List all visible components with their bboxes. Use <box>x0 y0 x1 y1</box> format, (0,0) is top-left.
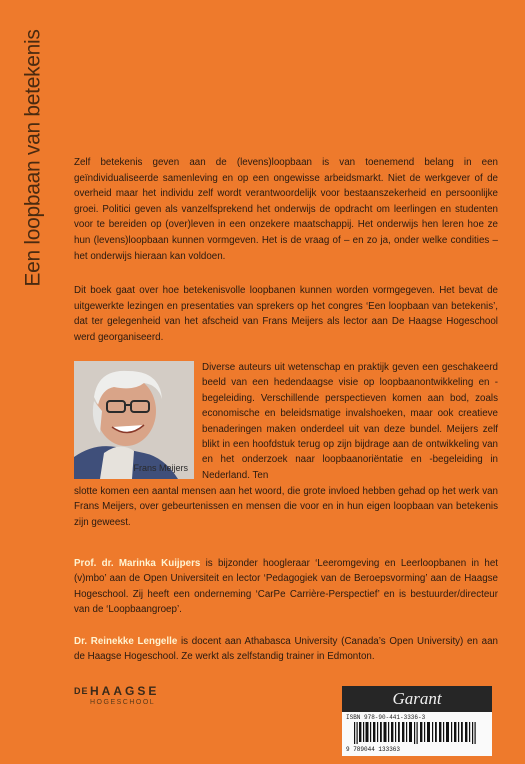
contributors-paragraph-continued: slotte komen een aantal mensen aan het woord, die grote invloed hebben gehad op het werk van Frans Meijers, over gebeurtenissen en mensen die voor en in hun eigen loopbaan van betekenis zijn geweest. <box>74 486 498 528</box>
barcode-number: 9 789044 133363 <box>346 746 401 753</box>
logo-hogeschool-text: HOGESCHOOL <box>90 699 156 706</box>
publisher-name: Garant <box>392 689 442 708</box>
intro-paragraph: Zelf betekenis geven aan de (levens)loopbaan is van toenemend belang in een geïndividualiseerde samenleving en op een ongewisse arbeidsmarkt. Niet de werkgever of de overheid maar het individu zelf wordt verantwoordelijk voor bestaanszekerheid en persoonlijke groei. Politici geven als vanzelfsprekend het onderwijs de opdracht om leerlingen en studenten voor te bereiden op (over)leven in een onzekere maatschappij. Het onderwijs hen leren hoe ze hun (levens)loopbaan kunnen vormgeven. Het is de vraag of – en zo ja, onder welke condities – het onderwijs hieraan kan voldoen. <box>74 157 498 262</box>
vertical-book-title <box>21 29 47 287</box>
logo-de-text: DE <box>74 686 89 696</box>
author-bio-text: is docent aan Athabasca University (Canada’s Open University) en aan de Haagse Hogeschool. Ze werkt als zelfstandig trainer in Edmonton. <box>74 636 498 663</box>
author-bio-lengelle <box>74 634 498 665</box>
logo-haagse-text: HAAGSE <box>90 684 160 698</box>
contributors-paragraph: Diverse auteurs uit wetenschap en praktijk geven een geschakeerd beeld van een hedendaagse visie op loopbaanontwikkeling en -begeleiding. Verschillende perspectieven komen aan bod, zoals economische en beleidsmatige invalshoeken, maar ook creatieve benaderingen maken onderdeel uit van deze bundel. Meijers zelf blikt in een hoofdstuk terug op zijn bijdrage aan de ontwikkeling van en het onderzoek naar loopbaanoriëntatie en -begeleiding in Nederland. Ten <box>202 362 498 481</box>
author-bio-kuijpers <box>74 556 498 618</box>
photo-caption: Frans Meijers <box>133 463 188 473</box>
barcode-bars <box>354 722 480 744</box>
book-description-paragraph: Dit boek gaat over hoe betekenisvolle loopbanen kunnen worden vormgegeven. Het bevat de uitgewerkte lezingen en presentaties van sprekers op het congres ‘Een loopbaan van betekenis’, dat ter gelegenheid van het afscheid van Frans Meijers als lector aan De Haagse Hogeschool werd georganiseerd. <box>74 285 498 343</box>
author-photo <box>74 361 194 479</box>
publisher-logo <box>342 686 492 712</box>
isbn-barcode <box>342 712 492 756</box>
author-name: Dr. Reinekke Lengelle <box>74 636 178 647</box>
book-title-text: Een loopbaan van betekenis <box>22 29 45 287</box>
isbn-text: ISBN 978-90-441-3336-3 <box>346 714 426 721</box>
portrait-illustration <box>74 361 194 479</box>
author-bio-text: is bijzonder hoogleraar ‘Leeromgeving en Leerloopbanen in het (v)mbo’ aan de Open Universiteit en lector ‘Pedagogiek van de Beroepsvorming’ aan de Haagse Hogeschool. Zij heeft een onderneming ‘CarPe Carrière-Perspectief’ en is bestuurder/directeur van de ‘Loopbaangroep’. <box>74 558 498 616</box>
author-name: Prof. dr. Marinka Kuijpers <box>74 558 201 569</box>
haagse-hogeschool-logo <box>74 684 194 720</box>
